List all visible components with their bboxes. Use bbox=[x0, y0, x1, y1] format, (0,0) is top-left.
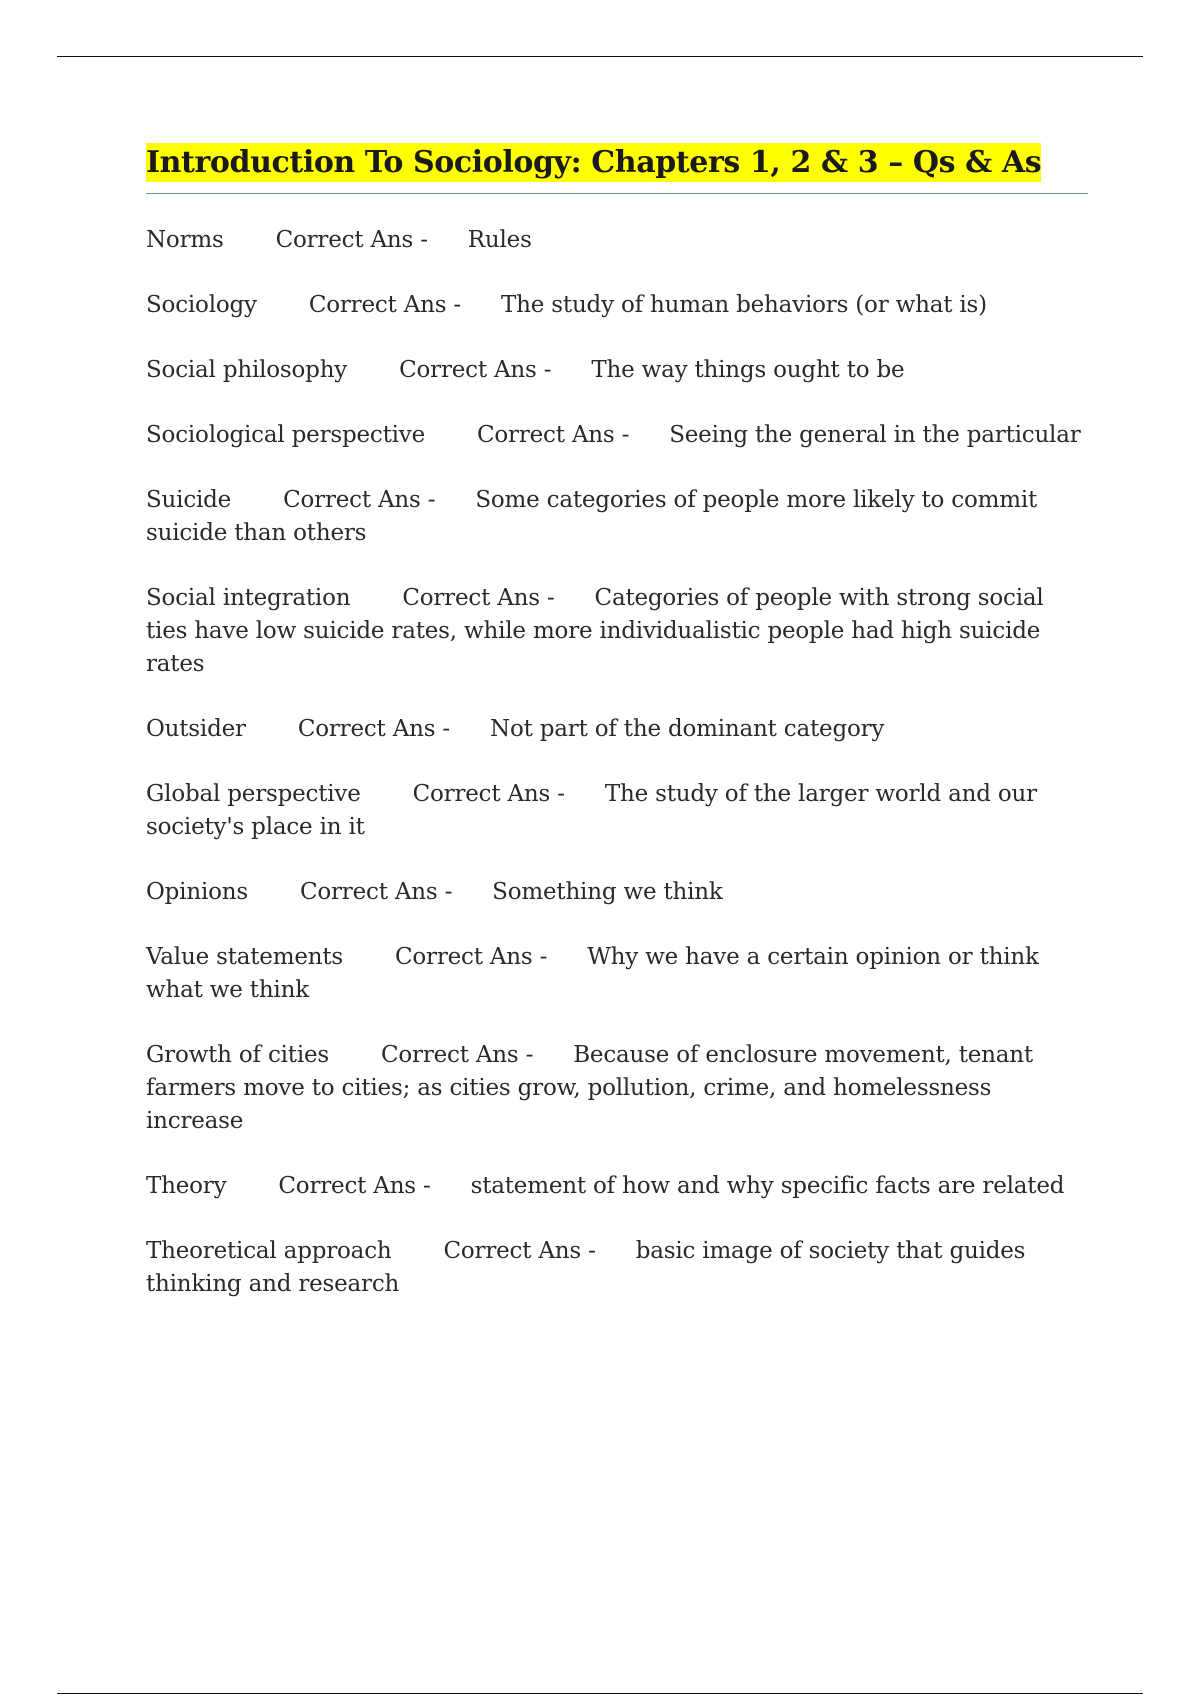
qa-term: Theoretical approach bbox=[146, 1238, 392, 1264]
qa-answer: Categories of people with strong social ties have low suicide rates, while more individualistic people had high suicide rates bbox=[146, 585, 1044, 677]
qa-term: Opinions bbox=[146, 879, 248, 905]
qa-item bbox=[146, 778, 1088, 844]
qa-item bbox=[146, 582, 1088, 681]
qa-item bbox=[146, 419, 1088, 452]
qa-item bbox=[146, 1235, 1088, 1301]
qa-answer-label: Correct Ans - bbox=[297, 716, 451, 742]
qa-answer: The way things ought to be bbox=[591, 357, 905, 383]
qa-item bbox=[146, 713, 1088, 746]
qa-term: Growth of cities bbox=[146, 1042, 329, 1068]
qa-item bbox=[146, 876, 1088, 909]
qa-answer-label: Correct Ans - bbox=[395, 944, 548, 970]
qa-answer: basic image of society that guides thinking and research bbox=[146, 1238, 1026, 1297]
qa-term: Theory bbox=[146, 1173, 227, 1199]
qa-answer: Because of enclosure movement, tenant farmers move to cities; as cities grow, pollution, crime, and homelessness increase bbox=[146, 1042, 1033, 1134]
qa-term: Norms bbox=[146, 227, 224, 253]
qa-answer-label: Correct Ans - bbox=[399, 357, 552, 383]
qa-term: Social integration bbox=[146, 585, 351, 611]
qa-answer-label: Correct Ans - bbox=[299, 879, 453, 905]
qa-answer-label: Correct Ans - bbox=[443, 1238, 596, 1264]
page-title: Introduction To Sociology: Chapters 1, 2 & 3 – Qs & As bbox=[146, 145, 1042, 180]
qa-term: Value statements bbox=[146, 944, 343, 970]
qa-answer: Rules bbox=[467, 227, 532, 253]
qa-answer-label: Correct Ans - bbox=[402, 585, 555, 611]
qa-answer-label: Correct Ans - bbox=[278, 1173, 431, 1199]
qa-answer: statement of how and why specific facts are related bbox=[470, 1173, 1065, 1199]
qa-item bbox=[146, 289, 1088, 322]
qa-item bbox=[146, 354, 1088, 387]
qa-answer-label: Correct Ans - bbox=[283, 487, 436, 513]
qa-answer-label: Correct Ans - bbox=[275, 227, 428, 253]
qa-answer: Why we have a certain opinion or think what we think bbox=[146, 944, 1039, 1003]
qa-term: Global perspective bbox=[146, 781, 361, 807]
qa-list bbox=[146, 224, 1088, 1301]
qa-answer: The study of human behaviors (or what is) bbox=[501, 292, 987, 318]
qa-item bbox=[146, 224, 1088, 257]
qa-term: Sociology bbox=[146, 292, 257, 318]
qa-term: Outsider bbox=[146, 716, 246, 742]
qa-item bbox=[146, 1170, 1088, 1203]
qa-answer-label: Correct Ans - bbox=[308, 292, 462, 318]
document-body bbox=[146, 142, 1088, 1333]
qa-answer-label: Correct Ans - bbox=[476, 422, 630, 448]
qa-answer-label: Correct Ans - bbox=[381, 1042, 534, 1068]
qa-answer-label: Correct Ans - bbox=[412, 781, 565, 807]
qa-answer: The study of the larger world and our society's place in it bbox=[146, 781, 1037, 840]
qa-answer: Some categories of people more likely to commit suicide than others bbox=[146, 487, 1038, 546]
qa-term: Social philosophy bbox=[146, 357, 348, 383]
qa-answer: Something we think bbox=[492, 879, 723, 905]
title-block bbox=[146, 142, 1088, 194]
qa-term: Sociological perspective bbox=[146, 422, 425, 448]
qa-item bbox=[146, 941, 1088, 1007]
top-rule bbox=[57, 56, 1143, 57]
qa-item bbox=[146, 484, 1088, 550]
qa-term: Suicide bbox=[146, 487, 232, 513]
qa-answer: Not part of the dominant category bbox=[490, 716, 885, 742]
qa-answer: Seeing the general in the particular bbox=[669, 422, 1081, 448]
qa-item bbox=[146, 1039, 1088, 1138]
bottom-rule bbox=[57, 1693, 1143, 1694]
